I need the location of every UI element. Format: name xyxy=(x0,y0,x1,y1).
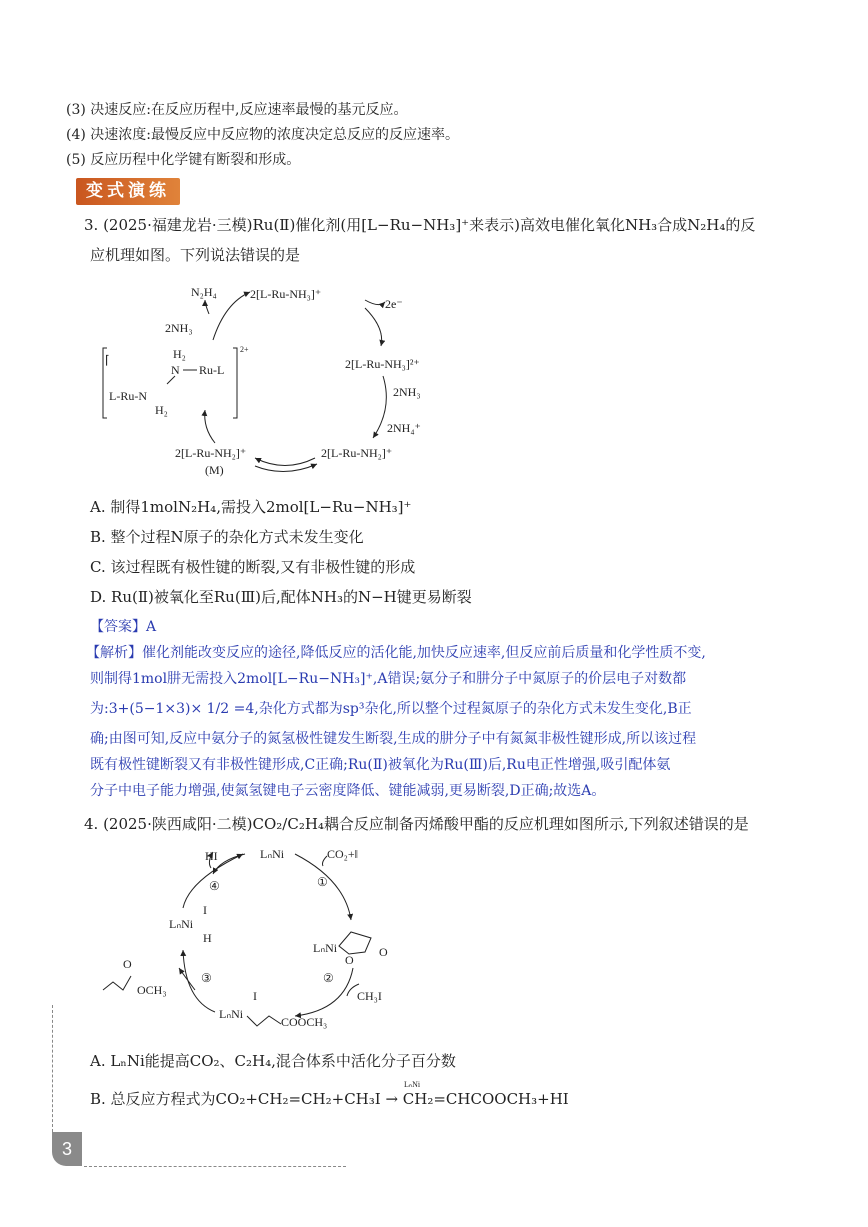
note-5: (5) 反应历程中化学键有断裂和形成。 xyxy=(66,152,301,168)
q4-stem-line1: 4. (2025·陕西咸阳·二模)CO₂/C₂H₄耦合反应制备丙烯酸甲酯的反应机理如图所示,下列叙述错误的是 xyxy=(84,815,749,833)
q4-step2: ② xyxy=(323,971,334,985)
section-tag: 变式演练 xyxy=(76,178,180,205)
q4-arrow-label: LₙNi xyxy=(404,1080,421,1089)
q3-left-h2-top: H₂ xyxy=(173,347,186,361)
q3-analysis-3: 为:3+(5−1×3)× 1/2 =4,杂化方式都为sp³杂化,所以整个过程氮原子的杂化方式未发生变化,B正 xyxy=(90,701,692,717)
note-3: (3) 决速反应:在反应历程中,反应速率最慢的基元反应。 xyxy=(66,102,408,118)
q3-bottom-right: 2[L-Ru-NH₂]⁺ xyxy=(321,446,393,460)
q3-nh3-in: 2NH₃ xyxy=(165,321,193,335)
q4-right-o: O xyxy=(345,953,354,967)
q3-analysis-2: 则制得1mol肼无需投入2mol[L−Ru−NH₃]⁺,A错误;氨分子和肼分子中氮原子的价层电子对数都 xyxy=(90,671,687,687)
q3-analysis-6: 分子中电子能力增强,使氮氢键电子云密度降低、键能减弱,更易断裂,D正确;故选A。 xyxy=(90,783,606,799)
q4-co2: CO₂+‖ xyxy=(327,847,358,861)
q3-analysis-4: 确;由图可知,反应中氨分子的氮氢极性键发生断裂,生成的肼分子中有氮氮非极性键形成,所以该过程 xyxy=(90,731,697,747)
q3-analysis-5: 既有极性键断裂又有非极性键形成,C正确;Ru(Ⅱ)被氧化为Ru(Ⅲ)后,Ru电正性增强,吸引配体氨 xyxy=(90,757,671,773)
q4-left-lnni: LₙNi xyxy=(169,917,194,931)
q4-ch3i: CH₃I xyxy=(357,989,382,1003)
q4-option-a: A. LₙNi能提高CO₂、C₂H₄,混合体系中活化分子百分数 xyxy=(90,1052,456,1070)
q4-bottom-i: I xyxy=(253,989,257,1003)
q4-bottom-lnni: LₙNi xyxy=(219,1007,244,1021)
q3-option-d: D. Ru(Ⅱ)被氧化至Ru(Ⅲ)后,配体NH₃的N−H键更易断裂 xyxy=(90,588,472,606)
q4-right-lnni: LₙNi xyxy=(313,941,338,955)
q3-mechanism-diagram xyxy=(95,278,465,483)
q4-left-h: H xyxy=(203,931,212,945)
q4-step3: ③ xyxy=(201,971,212,985)
q3-electrons: 2e⁻ xyxy=(385,297,403,311)
q3-bottom-left: 2[L-Ru-NH₂]⁺ xyxy=(175,446,247,460)
q4-step1: ① xyxy=(317,875,328,889)
q4-mechanism-diagram xyxy=(95,840,415,1040)
q4-lnni-top: LₙNi xyxy=(260,847,285,861)
q3-stem-line1: 3. (2025·福建龙岩·三模)Ru(Ⅱ)催化剂(用[L−Ru−NH₃]⁺来表示)高效电催化氧化NH₃合成N₂H₄的反 xyxy=(84,216,756,234)
q3-nh3-right: 2NH₃ xyxy=(393,385,421,399)
q3-nh4: 2NH₄⁺ xyxy=(387,421,421,435)
q3-answer: 【答案】A xyxy=(90,619,157,635)
page-number: 3 xyxy=(52,1132,82,1166)
q4-product-och3: OCH₃ xyxy=(137,983,167,997)
note-4: (4) 决速浓度:最慢反应中反应物的浓度决定总反应的反应速率。 xyxy=(66,127,459,143)
q3-left-l-ru: L-Ru-N xyxy=(109,389,147,403)
q3-left-charge: 2+ xyxy=(240,345,249,354)
q3-m-label: (M) xyxy=(205,463,224,477)
q4-option-b: B. 总反应方程式为CO₂+CH₂=CH₂+CH₃I → CH₂=CHCOOCH₃+HI xyxy=(90,1090,569,1108)
q3-analysis-1: 【解析】催化剂能改变反应的途径,降低反应的活化能,加快反应速率,但反应前后质量和化学性质不变, xyxy=(86,645,706,661)
q3-left-ru-l: Ru-L xyxy=(199,363,225,377)
page-edge-dashes xyxy=(52,1005,53,1132)
q4-product-o: O xyxy=(123,957,132,971)
q3-option-a: A. 制得1molN₂H₄,需投入2mol[L−Ru−NH₃]⁺ xyxy=(90,498,412,516)
q3-n2h4: N₂H₄ xyxy=(191,285,217,299)
footer-dashes xyxy=(84,1166,346,1167)
q4-right-o2: O xyxy=(379,945,388,959)
q4-hi: HI xyxy=(205,849,218,863)
q3-stem-line2: 应机理如图。下列说法错误的是 xyxy=(90,246,301,264)
q4-left-i: I xyxy=(203,903,207,917)
q3-top-species: 2[L-Ru-NH₃]⁺ xyxy=(250,287,322,301)
q3-option-c: C. 该过程既有极性键的断裂,又有非极性键的形成 xyxy=(90,558,416,576)
q3-bracket-left: ⌈ xyxy=(105,353,110,367)
q3-right-species: 2[L-Ru-NH₃]²⁺ xyxy=(345,357,420,371)
q4-step4: ④ xyxy=(209,879,220,893)
q4-bottom-cooch3: COOCH₃ xyxy=(281,1015,328,1029)
q3-option-b: B. 整个过程N原子的杂化方式未发生变化 xyxy=(90,528,364,546)
q3-left-h2-bottom: H₂ xyxy=(155,403,168,417)
q3-left-n-top: N xyxy=(171,363,180,377)
